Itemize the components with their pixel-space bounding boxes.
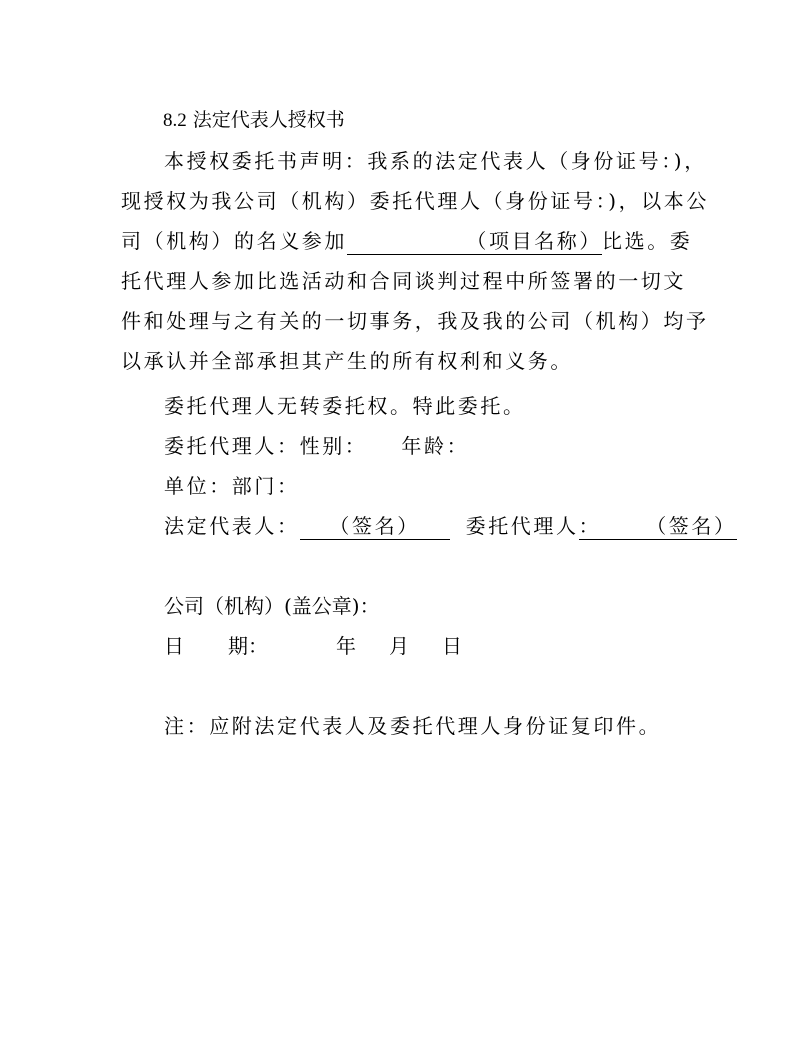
date-label-ri: 日 xyxy=(164,634,184,658)
paragraph-text: 比选。委 xyxy=(602,229,693,253)
date-day: 日 xyxy=(442,634,462,658)
company-seal-line: 公司（机构）(盖公章)： xyxy=(164,594,380,618)
paragraph-text: 司（机构）的名义参加 xyxy=(121,229,347,253)
agent-gender-label: 委托代理人：性别： xyxy=(164,434,368,458)
section-title xyxy=(163,106,345,135)
project-name-blank: （项目名称） xyxy=(347,228,602,255)
date-line xyxy=(164,632,462,660)
agent-signature-blank: （签名） xyxy=(599,513,737,540)
date-month: 月 xyxy=(389,634,409,658)
date-year: 年 xyxy=(336,634,356,658)
agent-sign-colon: ： xyxy=(578,514,599,538)
agent-info-line xyxy=(164,432,469,460)
legal-rep-signature-blank: （签名） xyxy=(300,513,450,540)
paragraph-line: 现授权为我公司（机构）委托代理人（身份证号：)，以本公 xyxy=(121,189,710,213)
paragraph-line: 托代理人参加比选活动和合同谈判过程中所签署的一切文 xyxy=(121,269,686,293)
section-title-text: 法定代表人授权书 xyxy=(192,109,345,131)
paragraph-line-with-blank xyxy=(121,227,692,255)
section-number: 8.2 xyxy=(163,110,187,131)
agent-age-label: 年龄： xyxy=(401,434,470,458)
unit-dept-line: 单位：部门： xyxy=(164,474,300,498)
footnote: 注：应附法定代表人及委托代理人身份证复印件。 xyxy=(164,714,662,738)
legal-rep-label: 法定代表人： xyxy=(164,514,300,538)
paragraph-line: 本授权委托书声明：我系的法定代表人（身份证号：)， xyxy=(164,149,707,173)
date-label-qi: 期： xyxy=(228,634,268,658)
paragraph-no-delegation: 委托代理人无转委托权。特此委托。 xyxy=(164,394,526,418)
signature-line xyxy=(164,512,737,540)
paragraph-line: 件和处理与之有关的一切事务，我及我的公司（机构）均予 xyxy=(121,309,709,333)
agent-sign-label: 委托代理人 xyxy=(465,514,579,538)
paragraph-line: 以承认并全部承担其产生的所有权利和义务。 xyxy=(121,349,573,373)
